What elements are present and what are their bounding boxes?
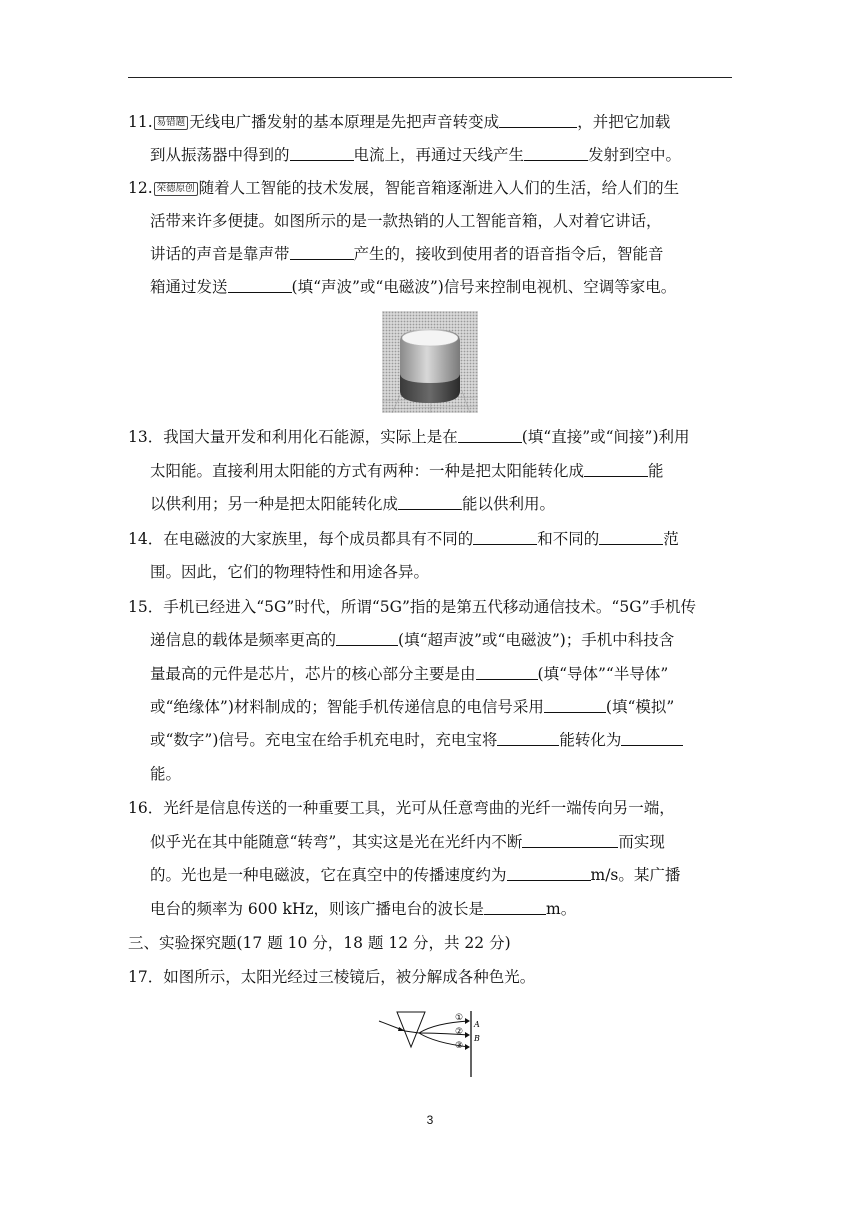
answer-blank[interactable] xyxy=(497,727,559,746)
page-number: 3 xyxy=(426,1113,434,1127)
q15-line-5: 或“数字”)信号。充电宝在给手机充电时，充电宝将 能转化为 xyxy=(150,726,683,754)
q12-line-2: 活带来许多便捷。如图所示的是一款热销的人工智能音箱，人对着它讲话， xyxy=(150,212,662,230)
answer-blank[interactable] xyxy=(336,627,398,646)
q11-line-1: 11. 易错题 无线电广播发射的基本原理是先把声音转变成 ，并把它加载 xyxy=(128,108,670,136)
answer-blank[interactable] xyxy=(584,458,648,477)
answer-blank[interactable] xyxy=(398,491,462,510)
q12-line-1: 12. 荣德原创 随着人工智能的技术发展，智能音箱逐渐进入人们的生活，给人们的生 xyxy=(128,179,680,197)
q17-line-1: 17．如图所示，太阳光经过三棱镜后，被分解成各种色光。 xyxy=(128,968,536,986)
answer-blank[interactable] xyxy=(458,424,522,443)
header-rule xyxy=(128,77,732,78)
q16-line-2: 似乎光在其中能随意“转弯”，其实这是光在光纤内不断 而实现 xyxy=(150,828,665,856)
prism-dispersion-diagram xyxy=(375,1009,495,1079)
q15-line-2: 递信息的载体是频率更高的 (填“超声波”或“电磁波”)；手机中科技含 xyxy=(150,626,674,654)
answer-blank[interactable] xyxy=(290,142,354,161)
answer-blank[interactable] xyxy=(473,526,537,545)
ray-label-1: ① xyxy=(455,1013,464,1023)
q13-line-3: 以供利用；另一种是把太阳能转化成 能以供利用。 xyxy=(150,490,555,518)
screen-label-b: B xyxy=(474,1034,480,1043)
answer-blank[interactable] xyxy=(228,274,292,293)
answer-blank[interactable] xyxy=(499,109,577,128)
ray-label-2: ② xyxy=(455,1027,464,1037)
answer-blank[interactable] xyxy=(484,896,546,915)
answer-blank[interactable] xyxy=(290,241,354,260)
smart-speaker-image xyxy=(382,311,478,413)
q15-line-4: 或“绝缘体”)材料制成的；智能手机传递信息的电信号采用 (填“模拟” xyxy=(150,693,674,721)
answer-blank[interactable] xyxy=(621,727,683,746)
q12-tag: 荣德原创 xyxy=(154,182,198,196)
ray-label-3: ③ xyxy=(455,1041,464,1051)
q14-line-1: 14．在电磁波的大家族里，每个成员都具有不同的 和不同的 范 xyxy=(128,525,679,553)
q13-line-1: 13．我国大量开发和利用化石能源，实际上是在 (填“直接”或“间接”)利用 xyxy=(128,423,690,451)
answer-blank[interactable] xyxy=(524,142,588,161)
answer-blank[interactable] xyxy=(522,829,618,848)
q15-line-6: 能。 xyxy=(150,765,182,783)
q16-line-3: 的。光也是一种电磁波，它在真空中的传播速度约为 m/s。某广播 xyxy=(150,861,680,889)
q15-line-1: 15．手机已经进入“5G”时代，所谓“5G”指的是第五代移动通信技术。“5G”手机传 xyxy=(128,598,696,616)
answer-blank[interactable] xyxy=(476,661,538,680)
q11-line-2: 到从振荡器中得到的 电流上，再通过天线产生 发射到空中。 xyxy=(150,141,681,169)
q11-tag: 易错题 xyxy=(154,116,189,130)
q14-line-2: 围。因此，它们的物理特性和用途各异。 xyxy=(150,563,430,581)
answer-blank[interactable] xyxy=(599,526,663,545)
screen-label-a: A xyxy=(474,1020,480,1029)
q16-line-1: 16．光纤是信息传送的一种重要工具，光可从任意弯曲的光纤一端传向另一端， xyxy=(128,799,675,817)
q13-line-2: 太阳能。直接利用太阳能的方式有两种：一种是把太阳能转化成 能 xyxy=(150,457,664,485)
q12-line-4: 箱通过发送 (填“声波”或“电磁波”)信号来控制电视机、空调等家电。 xyxy=(150,273,676,301)
answer-blank[interactable] xyxy=(507,862,591,881)
q15-line-3: 量最高的元件是芯片，芯片的核心部分主要是由 (填“导体”“半导体” xyxy=(150,660,668,688)
section-3-title: 三、实验探究题(17 题 10 分，18 题 12 分，共 22 分) xyxy=(128,934,511,952)
q12-line-3: 讲话的声音是靠声带 产生的，接收到使用者的语音指令后，智能音 xyxy=(150,240,664,268)
q16-line-4: 电台的频率为 600 kHz，则该广播电台的波长是 m。 xyxy=(150,895,576,923)
answer-blank[interactable] xyxy=(544,694,606,713)
